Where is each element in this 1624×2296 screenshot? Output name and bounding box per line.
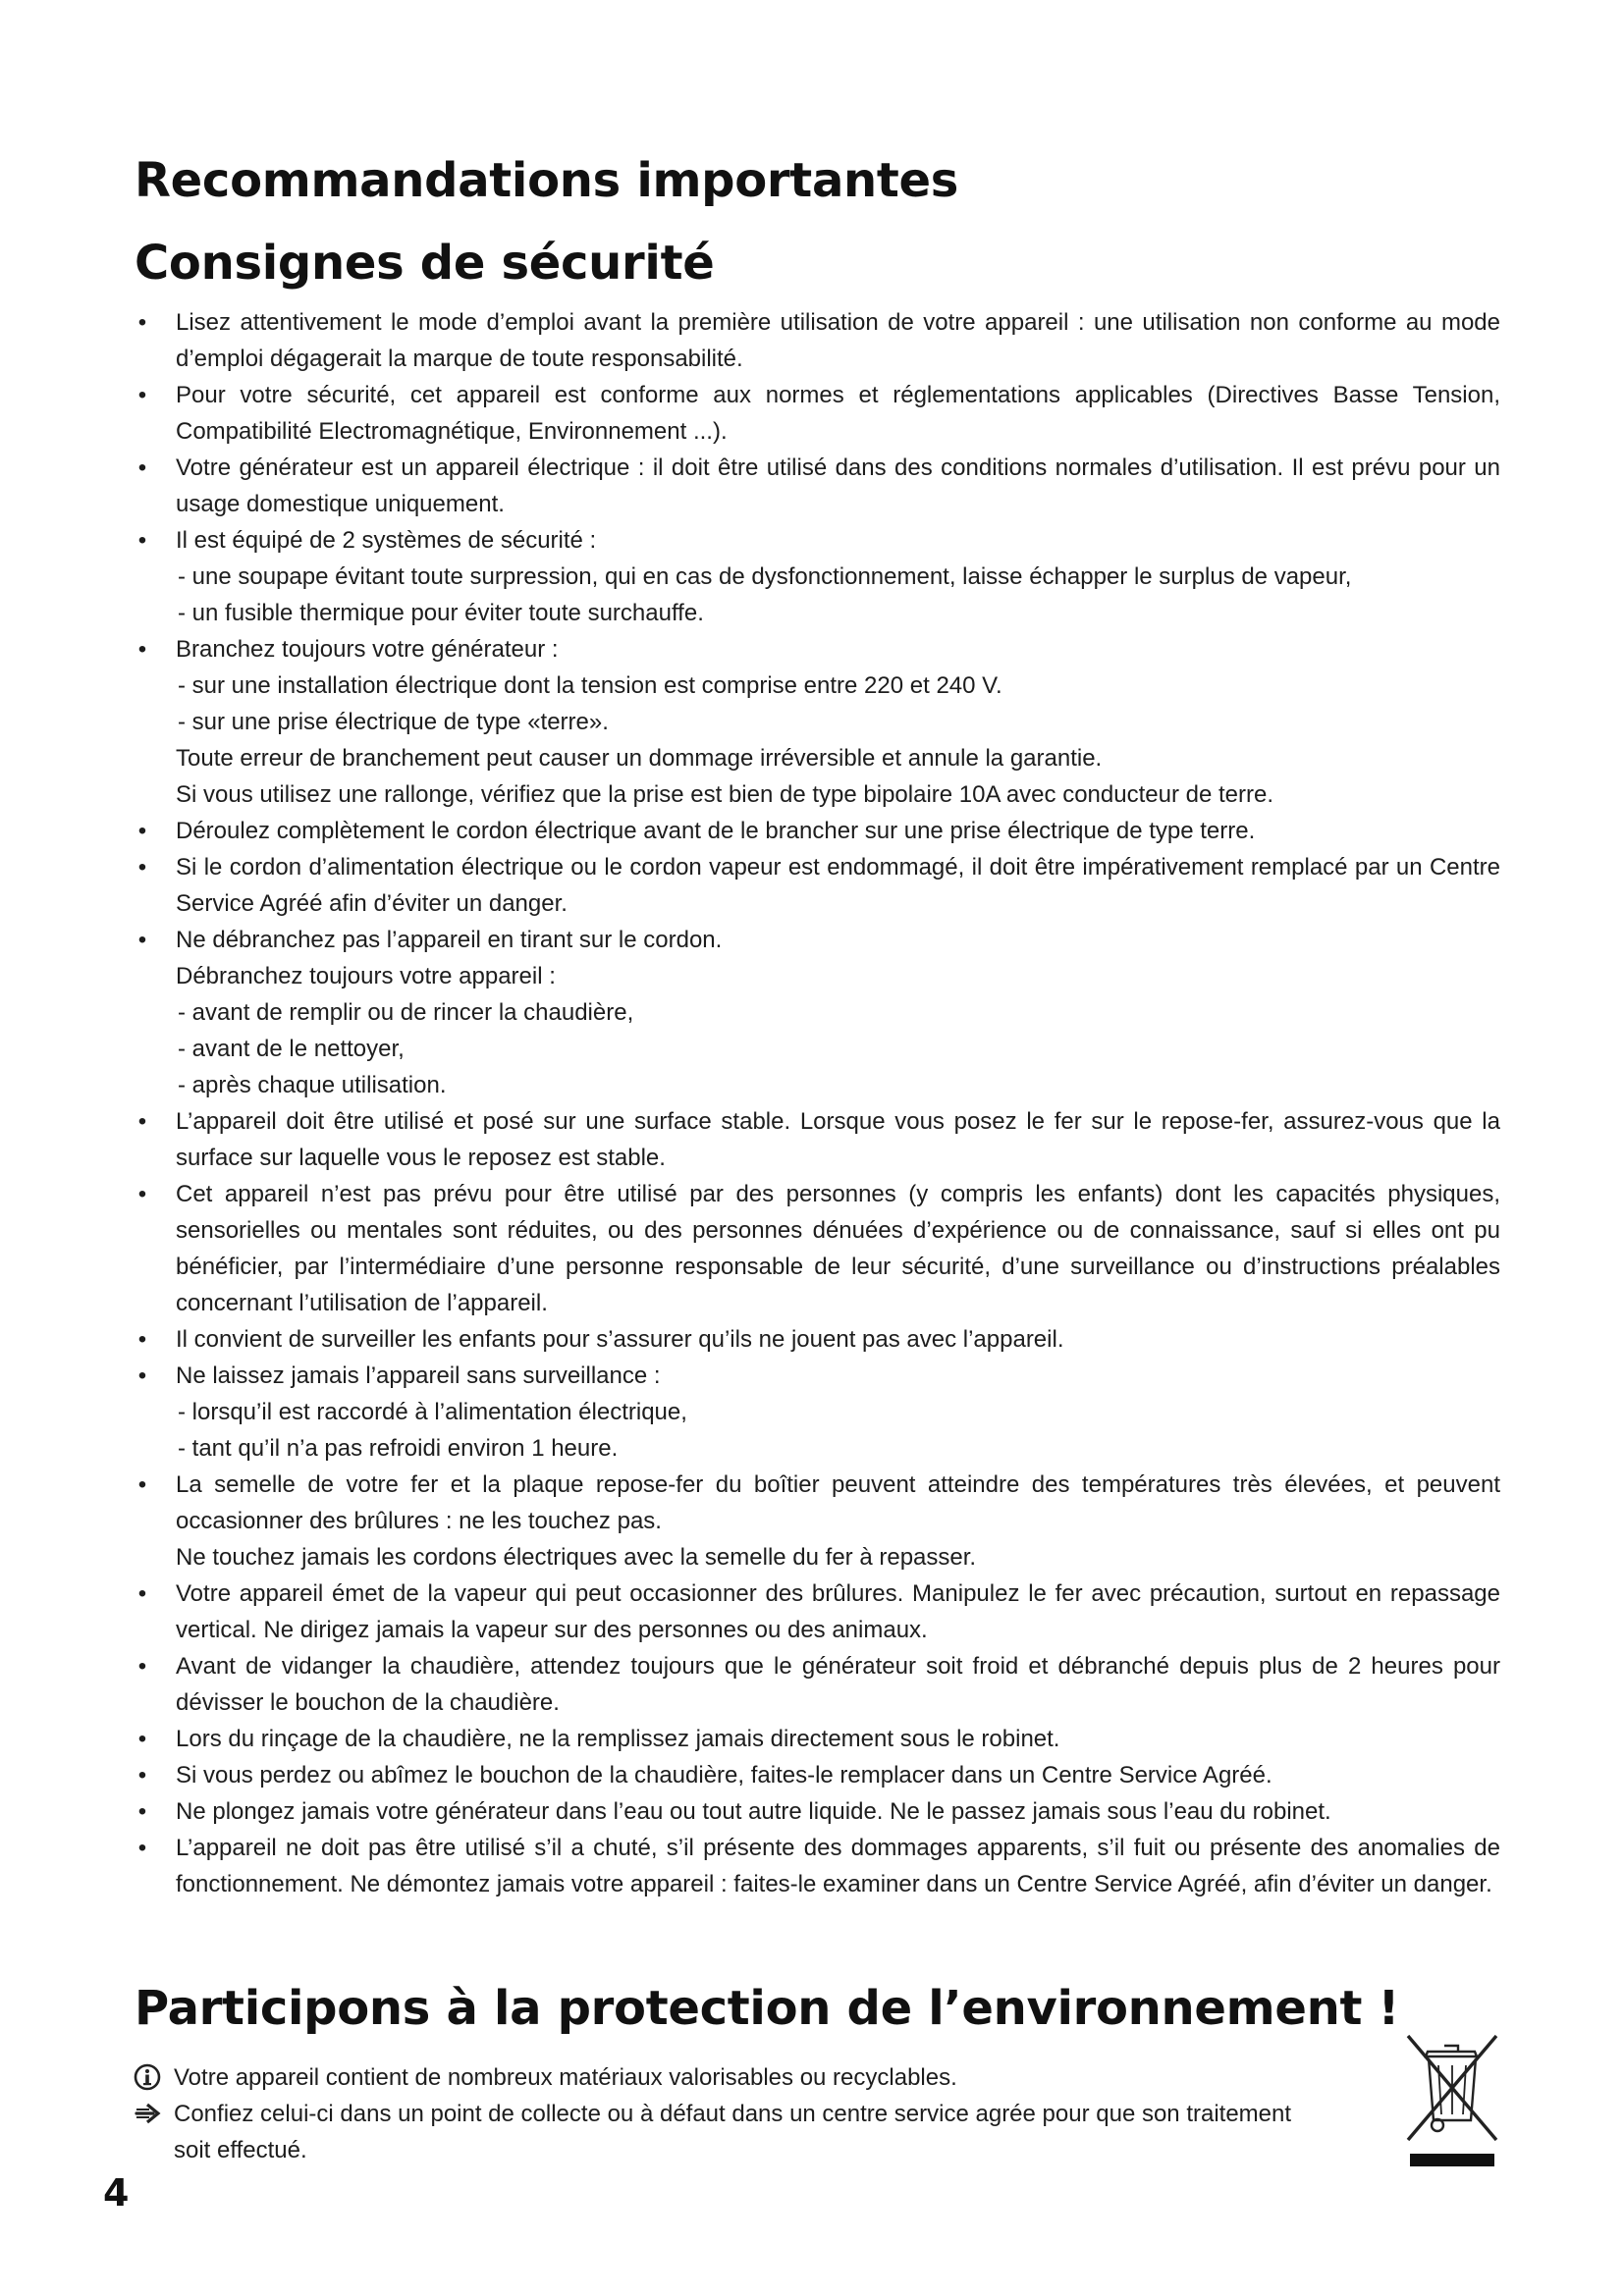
safety-item <box>131 1830 1500 1902</box>
safety-item-text: Branchez toujours votre générateur : <box>176 636 559 663</box>
safety-subitem: - avant de le nettoyer, <box>178 1036 405 1062</box>
safety-item-text: Ne laissez jamais l’appareil sans surveillance : <box>176 1362 661 1389</box>
environment-item-collect <box>131 2096 1319 2168</box>
section-title-environment: Participons à la protection de l’environnement ! <box>135 1981 1400 2036</box>
bullet-icon: • <box>137 1798 147 1825</box>
safety-item <box>131 1793 1500 1830</box>
bullet-icon: • <box>137 1580 147 1607</box>
safety-item-text: Si le cordon d’alimentation électrique ou le cordon vapeur est endommagé, il doit être impérativement remplacé par un Centre Service Agréé afin d’éviter un danger. <box>176 854 1500 917</box>
bullet-icon: • <box>137 309 147 336</box>
safety-item-text: Ne plongez jamais votre générateur dans l’eau ou tout autre liquide. Ne le passez jamais sous l’eau du robinet. <box>176 1798 1331 1825</box>
safety-item <box>131 1358 1500 1394</box>
bullet-icon: • <box>137 1762 147 1789</box>
safety-item <box>131 1648 1500 1721</box>
safety-item <box>131 1757 1500 1793</box>
safety-item-text: Déroulez complètement le cordon électrique avant de le brancher sur une prise électrique de type terre. <box>176 818 1256 844</box>
safety-subitem: Débranchez toujours votre appareil : <box>176 963 556 989</box>
safety-item-text: Lors du rinçage de la chaudière, ne la remplissez jamais directement sous le robinet. <box>176 1726 1060 1752</box>
safety-item <box>131 1467 1500 1539</box>
safety-item <box>131 849 1500 922</box>
safety-subitem: - lorsqu’il est raccordé à l’alimentation électrique, <box>178 1399 687 1425</box>
safety-item-text: Votre appareil émet de la vapeur qui peut occasionner des brûlures. Manipulez le fer avec précaution, surtout en repassage vertical. Ne dirigez jamais la vapeur sur des personnes ou des animaux. <box>176 1580 1500 1643</box>
safety-item <box>131 813 1500 849</box>
page-number: 4 <box>103 2171 130 2215</box>
safety-subitem: Toute erreur de branchement peut causer un dommage irréversible et annule la garantie. <box>176 745 1103 772</box>
bullet-icon: • <box>137 927 147 953</box>
bullet-icon: • <box>137 1835 147 1861</box>
safety-item-text: Votre générateur est un appareil électrique : il doit être utilisé dans des conditions normales d’utilisation. Il est prévu pour un usage domestique uniquement. <box>176 454 1500 517</box>
safety-item-text: L’appareil ne doit pas être utilisé s’il a chuté, s’il présente des dommages apparents, s’il fuit ou présente des anomalies de fonctionnement. Ne démontez jamais votre appareil : faites-le examiner dans un Centre Service Agréé, afin d’éviter un danger. <box>176 1835 1500 1897</box>
safety-item <box>131 522 1500 559</box>
info-icon <box>133 2062 162 2092</box>
bullet-icon: • <box>137 636 147 663</box>
environment-item-text: Confiez celui-ci dans un point de collecte ou à défaut dans un centre service agrée pour que son traitement soit effectué. <box>174 2101 1292 2163</box>
section-title-safety: Consignes de sécurité <box>135 236 715 291</box>
safety-subitem: - une soupape évitant toute surpression, qui en cas de dysfonctionnement, laisse échapper le surplus de vapeur, <box>178 563 1352 590</box>
safety-subitem: Si vous utilisez une rallonge, vérifiez que la prise est bien de type bipolaire 10A avec conducteur de terre. <box>176 781 1273 808</box>
safety-item <box>131 1176 1500 1321</box>
bullet-icon: • <box>137 1181 147 1207</box>
bullet-icon: • <box>137 854 147 881</box>
safety-item-text: Si vous perdez ou abîmez le bouchon de la chaudière, faites-le remplacer dans un Centre Service Agréé. <box>176 1762 1272 1789</box>
safety-item-text: Pour votre sécurité, cet appareil est conforme aux normes et réglementations applicables (Directives Basse Tension, Compatibilité Electromagnétique, Environnement ...). <box>176 382 1500 445</box>
environment-item-text: Votre appareil contient de nombreux matériaux valorisables ou recyclables. <box>174 2064 957 2091</box>
safety-subitem: Ne touchez jamais les cordons électriques avec la semelle du fer à repasser. <box>176 1544 977 1571</box>
crossed-out-wheelie-bin-icon <box>1398 2024 1506 2171</box>
safety-item <box>131 922 1500 958</box>
bullet-icon: • <box>137 527 147 554</box>
safety-item <box>131 1721 1500 1757</box>
safety-item-text: La semelle de votre fer et la plaque repose-fer du boîtier peuvent atteindre des températures très élevées, et peuvent occasionner des brûlures : ne les touchez pas. <box>176 1471 1500 1534</box>
safety-subitem: - sur une installation électrique dont la tension est comprise entre 220 et 240 V. <box>178 672 1002 699</box>
environment-list <box>131 2059 1319 2168</box>
bullet-icon: • <box>137 454 147 481</box>
safety-item <box>131 304 1500 377</box>
safety-instructions-list <box>131 304 1500 1902</box>
safety-item-text: Avant de vidanger la chaudière, attendez toujours que le générateur soit froid et débranché depuis plus de 2 heures pour dévisser le bouchon de la chaudière. <box>176 1653 1500 1716</box>
safety-subitem: - un fusible thermique pour éviter toute surchauffe. <box>178 600 704 626</box>
bullet-icon: • <box>137 1362 147 1389</box>
bullet-icon: • <box>137 1471 147 1498</box>
bullet-icon: • <box>137 1726 147 1752</box>
safety-item-text: Cet appareil n’est pas prévu pour être utilisé par des personnes (y compris les enfants) dont les capacités physiques, sensorielles ou mentales sont réduites, ou des personnes dénuées d’expérience ou de connaissance, sauf si elles ont pu bénéficier, par l’intermédiaire d’une personne responsable de leur sécurité, d’une surveillance ou d’instructions préalables concernant l’utilisation de l’appareil. <box>176 1181 1500 1316</box>
safety-item-text: Il est équipé de 2 systèmes de sécurité : <box>176 527 597 554</box>
safety-item-text: Il convient de surveiller les enfants pour s’assurer qu’ils ne jouent pas avec l’appareil. <box>176 1326 1064 1353</box>
safety-item <box>131 1321 1500 1358</box>
page-title: Recommandations importantes <box>135 153 959 208</box>
safety-item <box>131 450 1500 522</box>
safety-subitem: - avant de remplir ou de rincer la chaudière, <box>178 999 634 1026</box>
safety-item <box>131 377 1500 450</box>
bullet-icon: • <box>137 1326 147 1353</box>
safety-item-text: L’appareil doit être utilisé et posé sur une surface stable. Lorsque vous posez le fer sur le repose-fer, assurez-vous que la surface sur laquelle vous le reposez est stable. <box>176 1108 1500 1171</box>
safety-subitem: - après chaque utilisation. <box>178 1072 447 1098</box>
safety-item-text: Lisez attentivement le mode d’emploi avant la première utilisation de votre appareil : une utilisation non conforme au mode d’emploi dégagerait la marque de toute responsabilité. <box>176 309 1500 372</box>
bullet-icon: • <box>137 382 147 408</box>
safety-item-text: Ne débranchez pas l’appareil en tirant sur le cordon. <box>176 927 723 953</box>
safety-subitem: - tant qu’il n’a pas refroidi environ 1 heure. <box>178 1435 619 1462</box>
bullet-icon: • <box>137 818 147 844</box>
bullet-icon: • <box>137 1108 147 1135</box>
arrow-right-icon <box>133 2099 162 2128</box>
safety-subitem: - sur une prise électrique de type «terre». <box>178 709 609 735</box>
environment-item-info <box>131 2059 1319 2096</box>
safety-item <box>131 631 1500 667</box>
safety-item <box>131 1103 1500 1176</box>
bullet-icon: • <box>137 1653 147 1680</box>
safety-item <box>131 1575 1500 1648</box>
